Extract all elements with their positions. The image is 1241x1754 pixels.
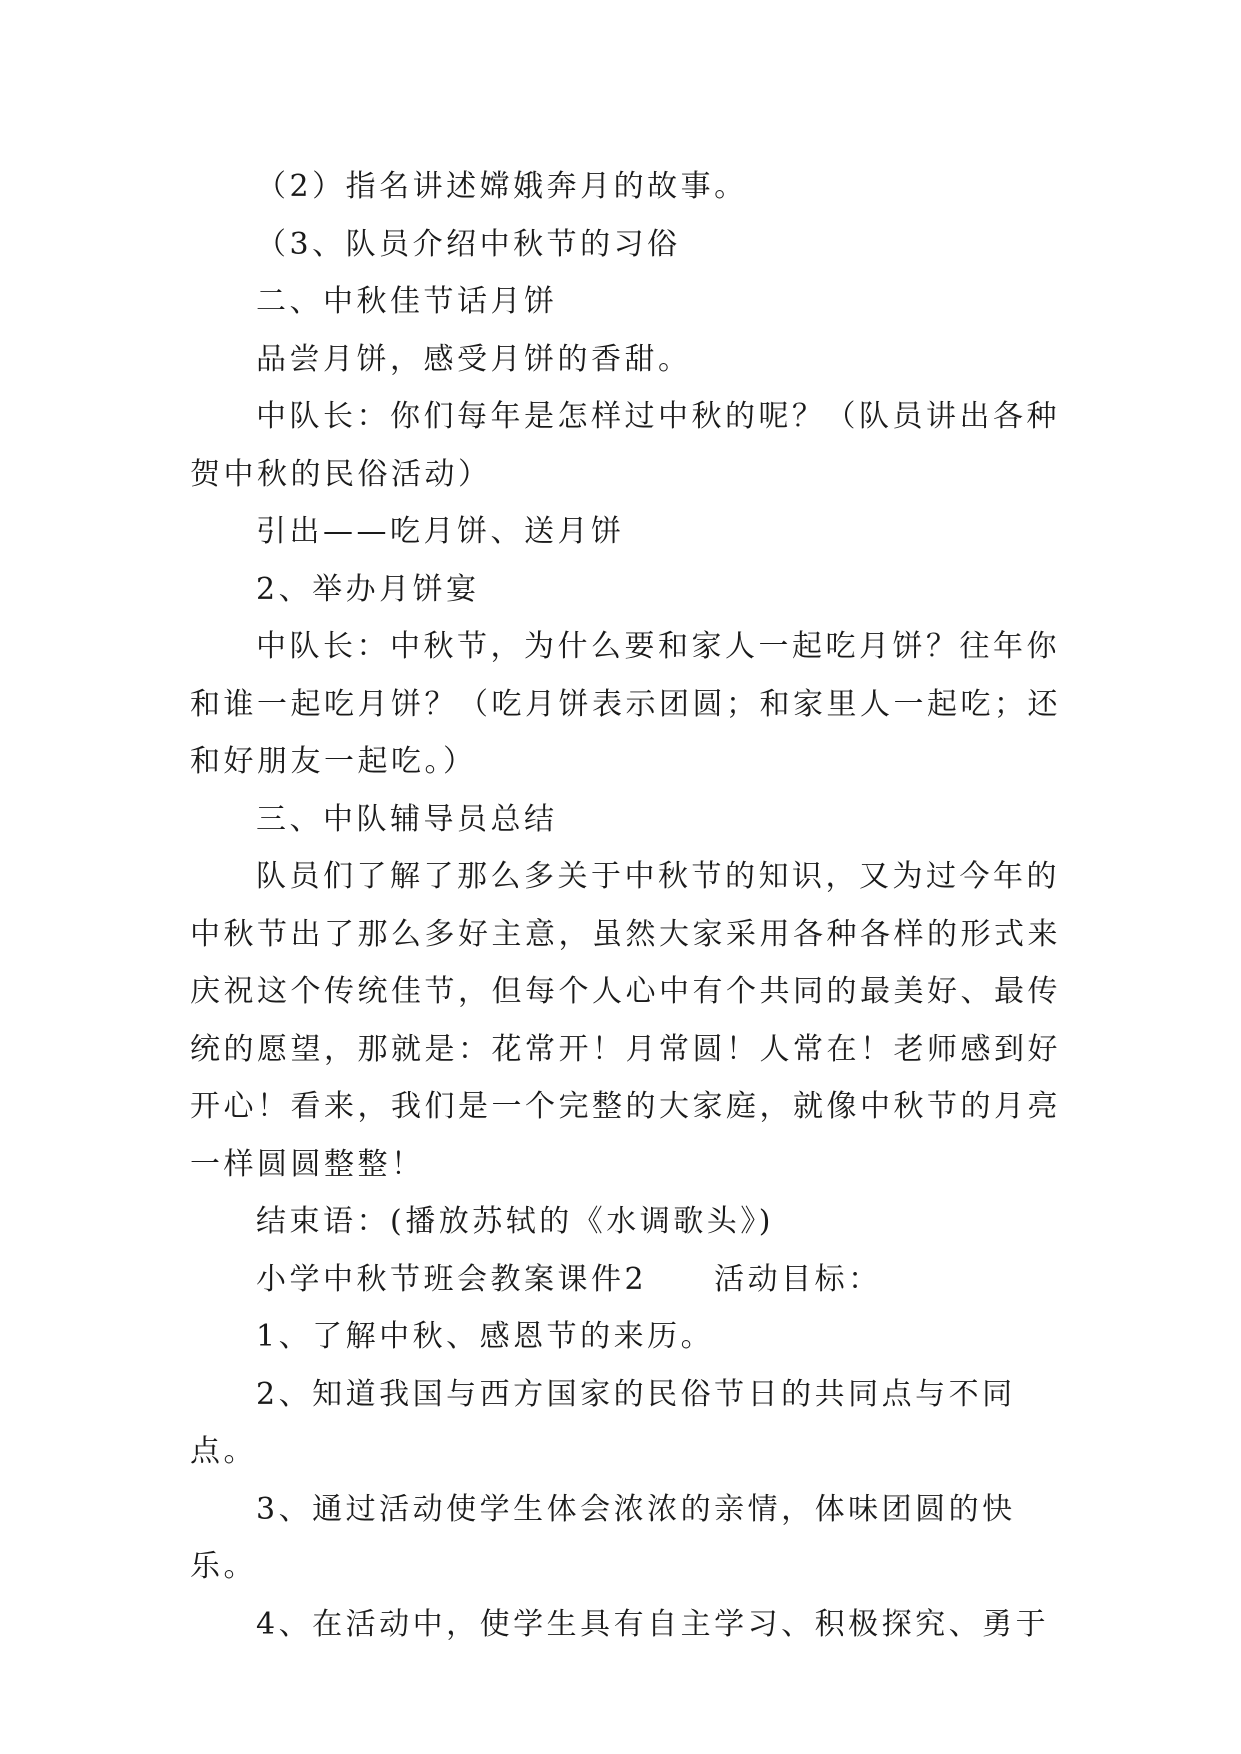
section-heading-summary: 三、中队辅导员总结 — [256, 801, 558, 837]
paragraph-lesson-title: 小学中秋节班会教案课件2 活动目标： — [256, 1261, 882, 1297]
paragraph-closing: 结束语：(播放苏轼的《水调歌头》) — [256, 1204, 774, 1239]
paragraph-lead-out: 引出——吃月饼、送月饼 — [256, 514, 625, 549]
list-item-goal-3: 3、通过活动使学生体会浓浓的亲情，体味团圆的快乐。 — [190, 1491, 1016, 1584]
list-item-goal-1: 1、了解中秋、感恩节的来历。 — [256, 1319, 715, 1354]
list-item-goal-2: 2、知道我国与西方国家的民俗节日的共同点与不同点。 — [190, 1376, 1016, 1469]
document-body — [190, 158, 1070, 1653]
paragraph-captain-question: 中队长：你们每年是怎样过中秋的呢？（队员讲出各种贺中秋的民俗活动） — [190, 399, 1060, 492]
paragraph-summary: 队员们了解了那么多关于中秋节的知识，又为过今年的中秋节出了那么多好主意，虽然大家采用各种各样的形式来庆祝这个传统佳节，但每个人心中有个共同的最美好、最传统的愿望，那就是：花常开！月常圆！人常在！老师感到好开心！看来，我们是一个完整的大家庭，就像中秋节的月亮一样圆圆整整！ — [190, 859, 1061, 1182]
paragraph-taste: 品尝月饼，感受月饼的香甜。 — [256, 341, 692, 377]
paragraph-captain-why: 中队长：中秋节，为什么要和家人一起吃月饼？往年你和谁一起吃月饼？（吃月饼表示团圆；和家里人一起吃；还和好朋友一起吃。） — [190, 629, 1061, 779]
list-item-goal-4: 4、在活动中，使学生具有自主学习、积极探究、勇于 — [256, 1606, 1050, 1642]
paragraph-customs: （3、队员介绍中秋节的习俗 — [256, 226, 681, 262]
section-heading-mooncake: 二、中秋佳节话月饼 — [256, 284, 558, 319]
paragraph-banquet: 2、举办月饼宴 — [256, 571, 480, 607]
paragraph-story: （2）指名讲述嫦娥奔月的故事。 — [256, 169, 748, 204]
